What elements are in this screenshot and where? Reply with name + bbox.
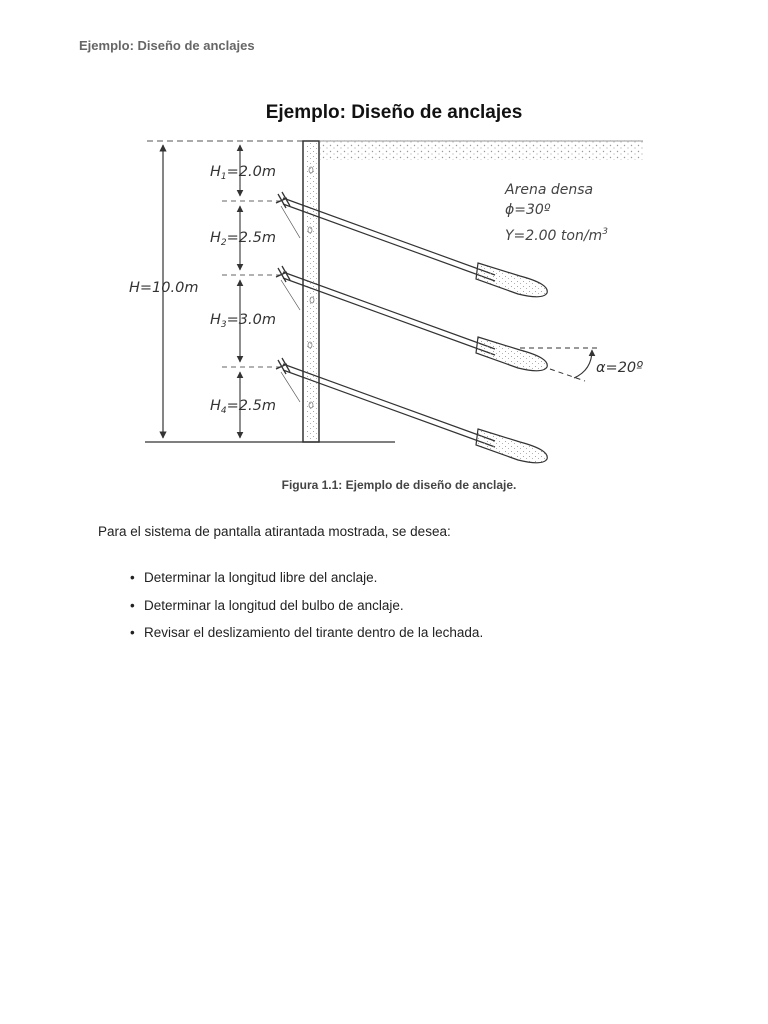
unit-weight-label: Y=2.00 ton/$m^3$: [505, 227, 608, 244]
document-header: Ejemplo: Diseño de anclajes: [79, 38, 255, 53]
bullet-icon: •: [130, 597, 135, 613]
list-item-text: Revisar el deslizamiento del tirante dentro de la lechada.: [144, 625, 484, 640]
h3-label: $H_3=3.0m$: [210, 312, 276, 330]
anchor-level-lines: [222, 201, 285, 367]
figure-title: Ejemplo: Diseño de anclajes: [265, 102, 523, 123]
inclination-label: α=20º: [596, 360, 643, 376]
bullet-icon: •: [130, 625, 135, 640]
h1-label: $H_1=2.0m$: [210, 164, 276, 182]
list-item: [130, 625, 483, 653]
friction-angle-label: ϕ=30º: [505, 202, 551, 218]
soil-name-label: Arena densa: [505, 182, 594, 198]
total-height-label: H=10.0m: [129, 280, 199, 296]
h2-label: $H_2=2.5m$: [210, 230, 276, 248]
list-item: [130, 570, 483, 598]
bullet-icon: •: [130, 570, 135, 585]
ground-surface-fill: [320, 140, 643, 160]
list-item-text: Determinar la longitud del bulbo de anclaje.: [144, 597, 404, 613]
wall-fill-pattern: [305, 143, 317, 440]
task-list: [130, 570, 483, 653]
intro-paragraph: Para el sistema de pantalla atirantada mostrada, se desea:: [98, 524, 451, 539]
h4-label: $H_4=2.5m$: [210, 398, 276, 416]
list-item-text: Determinar la longitud libre del anclaje.: [144, 570, 378, 585]
anchor-diagram: [0, 0, 768, 480]
list-item: [130, 598, 483, 626]
angle-arc: [574, 350, 592, 378]
figure-caption: Figura 1.1: Ejemplo de diseño de anclaje.: [281, 478, 517, 492]
